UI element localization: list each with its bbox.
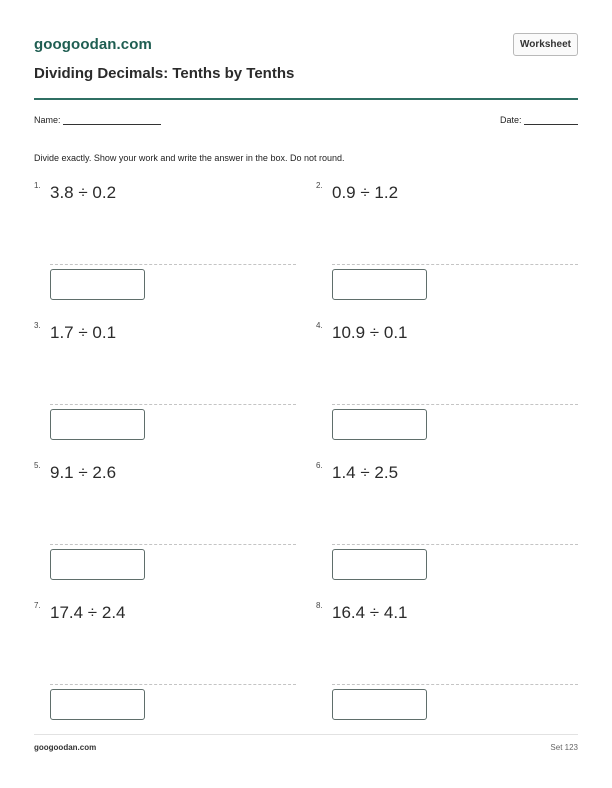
problem-number: 7. <box>34 601 41 610</box>
worksheet-header <box>34 32 578 100</box>
problem-number: 4. <box>316 321 323 330</box>
answer-box[interactable] <box>332 689 427 720</box>
date-field <box>500 114 578 125</box>
worksheet-badge: Worksheet <box>513 33 578 56</box>
work-line <box>332 684 578 685</box>
work-line <box>50 684 296 685</box>
work-line <box>50 404 296 405</box>
date-blank[interactable] <box>524 114 578 125</box>
problem-number: 6. <box>316 461 323 470</box>
work-line <box>332 544 578 545</box>
problem-expression: 17.4 ÷ 2.4 <box>50 603 126 622</box>
footer-set-number: Set 123 <box>550 743 578 752</box>
problem-expression: 16.4 ÷ 4.1 <box>332 603 408 622</box>
problem-4 <box>316 321 578 451</box>
problem-expression: 10.9 ÷ 0.1 <box>332 323 408 342</box>
problem-1 <box>34 181 296 311</box>
problem-number: 5. <box>34 461 41 470</box>
problem-6 <box>316 461 578 591</box>
site-logo-text: googoodan.com <box>34 36 152 53</box>
date-label: Date: <box>499 115 522 125</box>
answer-box[interactable] <box>332 269 427 300</box>
instructions-text: Divide exactly. Show your work and write the answer in the box. Do not round. <box>34 153 345 163</box>
problem-expression: 1.7 ÷ 0.1 <box>50 323 117 342</box>
name-field <box>34 114 161 125</box>
page-title: Dividing Decimals: Tenths by Tenths <box>34 65 295 82</box>
problem-3 <box>34 321 296 451</box>
answer-box[interactable] <box>50 689 145 720</box>
problem-expression: 3.8 ÷ 0.2 <box>50 183 117 202</box>
page-footer <box>34 734 578 755</box>
answer-box[interactable] <box>50 409 145 440</box>
work-line <box>332 404 578 405</box>
answer-box[interactable] <box>50 549 145 580</box>
work-line <box>332 264 578 265</box>
work-line <box>50 544 296 545</box>
problem-number: 8. <box>316 601 323 610</box>
answer-box[interactable] <box>332 409 427 440</box>
problem-8 <box>316 601 578 731</box>
problem-expression: 1.4 ÷ 2.5 <box>332 463 399 482</box>
answer-box[interactable] <box>50 269 145 300</box>
problem-2 <box>316 181 578 311</box>
problem-number: 1. <box>34 181 41 190</box>
footer-site: googoodan.com <box>34 743 97 752</box>
problem-7 <box>34 601 296 731</box>
problem-expression: 9.1 ÷ 2.6 <box>50 463 117 482</box>
problem-expression: 0.9 ÷ 1.2 <box>332 183 399 202</box>
answer-box[interactable] <box>332 549 427 580</box>
name-label: Name: <box>34 115 61 125</box>
problem-number: 2. <box>316 181 323 190</box>
name-blank[interactable] <box>63 114 161 125</box>
problem-5 <box>34 461 296 591</box>
problem-number: 3. <box>34 321 41 330</box>
work-line <box>50 264 296 265</box>
student-fields <box>34 114 578 128</box>
